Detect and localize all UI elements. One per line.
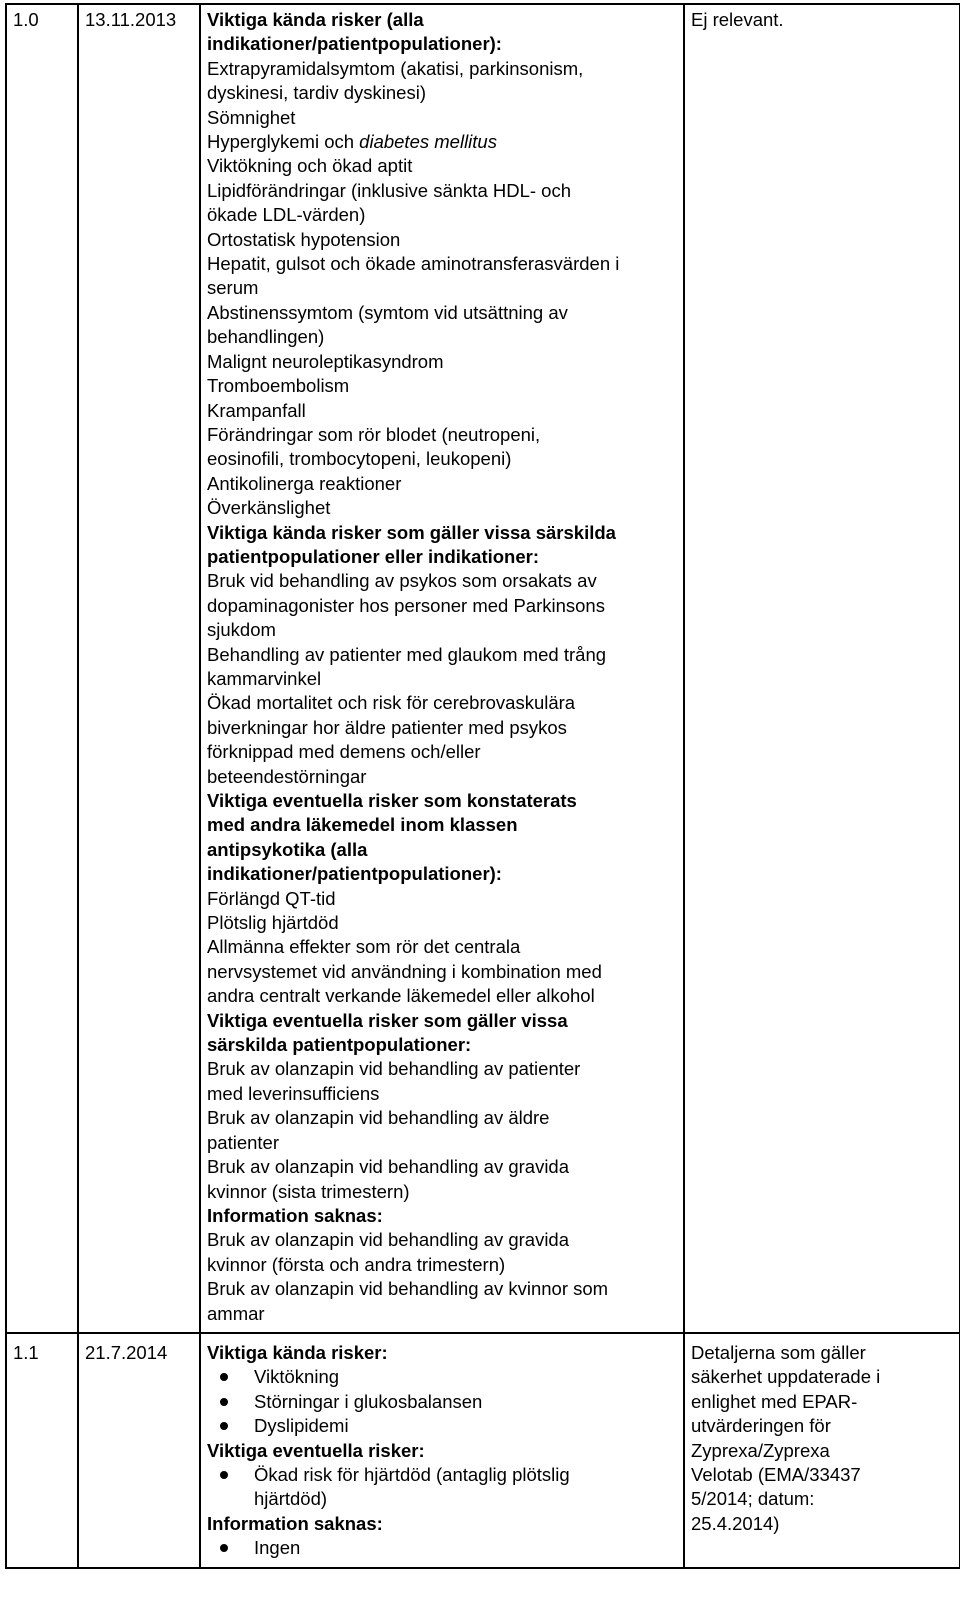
bullet-icon [220,1398,228,1406]
bullet-icon [220,1471,228,1479]
section-heading: med andra läkemedel inom klassen [207,814,518,836]
date-cell [78,4,200,1333]
content-line: Ortostatisk hypotension [207,228,401,250]
bullet-text: Ökad risk för hjärtdöd (antaglig plötslig [254,1463,570,1485]
content-line: Malignt neuroleptikasyndrom [207,350,444,372]
content-line: biverkningar hor äldre patienter med psykos [207,716,567,738]
comment-line: 25.4.2014) [691,1512,780,1534]
safety-concerns-cell [200,1333,684,1568]
content-line: Bruk av olanzapin vid behandling av patienter [207,1058,581,1080]
comment-line: 5/2014; datum: [691,1488,815,1510]
section-heading: Information saknas: [207,1204,383,1226]
content-line: kammarvinkel [207,667,322,689]
comment-cell [684,4,960,1333]
version-date: 13.11.2013 [85,9,177,30]
content-line [207,130,679,154]
content-line: Allmänna effekter som rör det centrala [207,936,521,958]
content-line: andra centralt verkande läkemedel eller alkohol [207,985,595,1007]
section-heading: Viktiga kända risker som gäller vissa särskilda [207,521,616,543]
bullet-item [207,1463,679,1487]
comment-cell [684,1333,960,1568]
content-line: Lipidförändringar (inklusive sänkta HDL- och [207,179,572,201]
section-heading: Information saknas: [207,1512,383,1534]
italic-term: diabetes mellitus [359,131,497,153]
bullet-item [207,1487,679,1511]
text-fragment: Hyperglykemi och [207,131,360,153]
section-heading: Viktiga eventuella risker: [207,1439,425,1461]
comment-line: Velotab (EMA/33437 [691,1463,861,1485]
bullet-item [207,1390,679,1414]
bullet-item [207,1365,679,1389]
version-date: 21.7.2014 [85,1341,168,1363]
content-line: Bruk av olanzapin vid behandling av äldre [207,1107,550,1129]
comment-line: Ej relevant. [691,9,784,30]
bullet-text: Viktökning [254,1366,340,1388]
content-line: Abstinenssymtom (symtom vid utsättning av [207,301,568,323]
date-cell [78,1333,200,1568]
section-heading: antipsykotika (alla [207,838,368,860]
content-line: kvinnor (sista trimestern) [207,1180,410,1202]
bullet-text: Störningar i glukosbalansen [254,1390,483,1412]
content-line: patienter [207,1131,279,1153]
bullet-item [207,1414,679,1438]
section-heading: Viktiga eventuella risker som konstaterats [207,790,577,811]
content-line: Tromboembolism [207,375,350,397]
section-heading: indikationer/patientpopulationer): [207,863,502,885]
section-heading: särskilda patientpopulationer: [207,1034,472,1056]
section-heading: Viktiga eventuella risker som gäller vissa [207,1009,568,1031]
comment-line: Detaljerna som gäller [691,1341,866,1363]
content-line: Antikolinerga reaktioner [207,472,402,494]
bullet-icon [220,1422,228,1430]
content-line: dopaminagonister hos personer med Parkinsons [207,594,605,616]
content-line: eosinofili, trombocytopeni, leukopeni) [207,448,512,470]
content-line: serum [207,277,259,299]
content-line: nervsystemet vid användning i kombination med [207,960,602,982]
comment-line: enlighet med EPAR- [691,1390,858,1412]
bullet-icon [220,1373,228,1381]
table-row [6,4,960,1333]
content-line: kvinnor (första och andra trimestern) [207,1253,506,1275]
content-line: Behandling av patienter med glaukom med trång [207,643,607,665]
content-line: Bruk vid behandling av psykos som orsakats av [207,570,597,592]
comment-line: Zyprexa/Zyprexa [691,1439,830,1461]
content-line: dyskinesi, tardiv dyskinesi) [207,82,426,104]
version-history-table [5,3,960,1569]
table-row [6,1333,960,1568]
version-number: 1.1 [13,1341,39,1363]
content-line: Förlängd QT-tid [207,887,336,909]
version-cell [6,1333,78,1568]
content-line: sjukdom [207,619,276,641]
content-line: Bruk av olanzapin vid behandling av gravida [207,1156,570,1178]
bullet-text: Dyslipidemi [254,1415,349,1437]
safety-concerns-cell [200,4,684,1333]
section-heading: Viktiga kända risker (alla [207,9,424,30]
section-heading: patientpopulationer eller indikationer: [207,545,540,567]
version-number: 1.0 [13,9,39,30]
content-line: Extrapyramidalsymtom (akatisi, parkinsonism, [207,57,584,79]
content-line: beteendestörningar [207,765,367,787]
content-line: Krampanfall [207,399,306,421]
bullet-text: Ingen [254,1537,301,1559]
content-line: Sömnighet [207,106,296,128]
content-line: Bruk av olanzapin vid behandling av kvinnor som [207,1278,609,1300]
content-line: Viktökning och ökad aptit [207,155,413,177]
content-line: behandlingen) [207,326,325,348]
content-line: Ökad mortalitet och risk för cerebrovaskulära [207,692,576,714]
content-line: Plötslig hjärtdöd [207,912,339,934]
content-line: ökade LDL-värden) [207,204,366,226]
table-body [6,4,960,1568]
bullet-text: hjärtdöd) [254,1488,328,1510]
content-line: Förändringar som rör blodet (neutropeni, [207,423,541,445]
content-line: ammar [207,1302,265,1324]
content-line: Hepatit, gulsot och ökade aminotransferasvärden i [207,253,620,275]
version-cell [6,4,78,1333]
content-line: förknippad med demens och/eller [207,741,481,763]
section-heading: Viktiga kända risker: [207,1341,388,1363]
content-line: med leverinsufficiens [207,1082,380,1104]
bullet-icon [220,1544,228,1552]
content-line: Bruk av olanzapin vid behandling av gravida [207,1229,570,1251]
content-line: Överkänslighet [207,497,331,519]
bullet-item [207,1536,679,1560]
section-heading: indikationer/patientpopulationer): [207,33,502,55]
comment-line: säkerhet uppdaterade i [691,1366,881,1388]
comment-line: utvärderingen för [691,1415,831,1437]
